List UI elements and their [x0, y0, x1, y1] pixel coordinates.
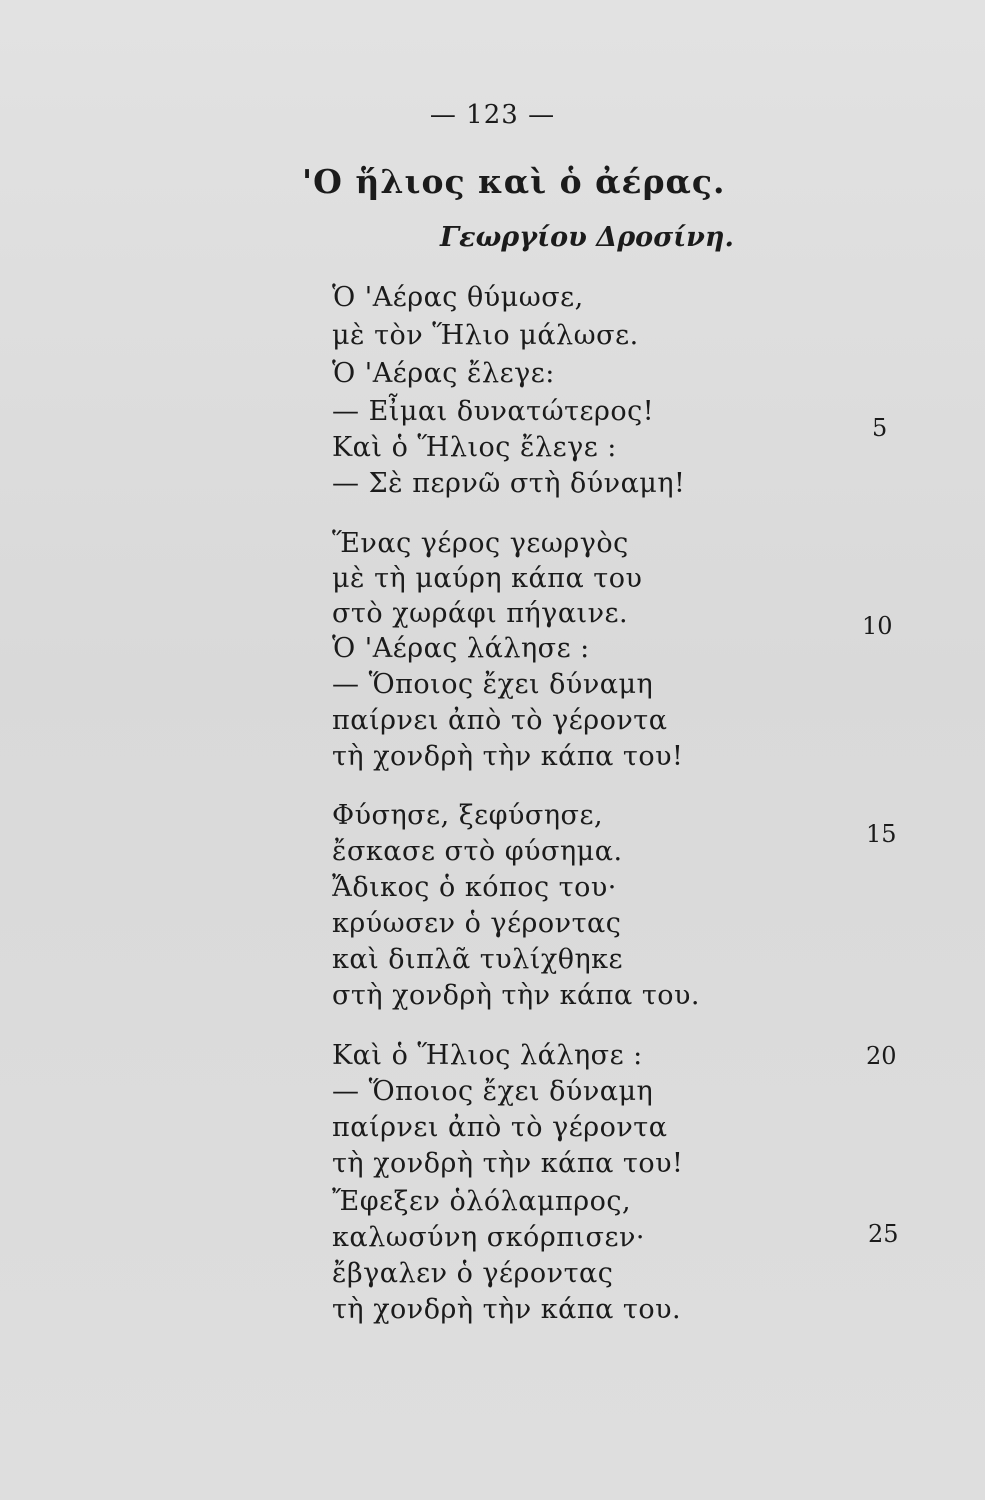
- line-number: 15: [866, 820, 897, 848]
- verse-line: — Ὅποιος ἔχει δύναμη: [332, 1076, 654, 1107]
- verse-line: Ὁ 'Αέρας λάλησε :: [332, 633, 590, 664]
- poem-author: Γεωργίου Δροσίνη.: [440, 222, 734, 253]
- verse-line: Καὶ ὁ Ἥλιος λάλησε :: [332, 1040, 643, 1071]
- line-number: 5: [872, 414, 888, 442]
- verse-line: — Εἶμαι δυνατώτερος!: [332, 396, 655, 427]
- line-number: 10: [862, 612, 893, 640]
- verse-line: στὸ χωράφι πήγαινε.: [332, 598, 629, 629]
- verse-line: παίρνει ἀπὸ τὸ γέροντα: [332, 1112, 668, 1143]
- verse-line: — Σὲ περνῶ στὴ δύναμη!: [332, 468, 686, 499]
- verse-line: — Ὅποιος ἔχει δύναμη: [332, 669, 654, 700]
- verse-line: καὶ διπλᾶ τυλίχθηκε: [332, 944, 623, 975]
- poem-title: 'Ο ἥλιος καὶ ὁ ἀέρας.: [302, 162, 726, 201]
- verse-line: μὲ τὴ μαύρη κάπα του: [332, 563, 643, 594]
- verse-line: Ἕνας γέρος γεωργὸς: [332, 528, 629, 559]
- verse-line: στὴ χονδρὴ τὴν κάπα του.: [332, 980, 701, 1011]
- verse-line: μὲ τὸν Ἥλιο μάλωσε.: [332, 320, 639, 351]
- verse-line: ἔσκασε στὸ φύσημα.: [332, 836, 623, 867]
- verse-line: Ὁ 'Αέρας ἔλεγε:: [332, 358, 555, 389]
- verse-line: τὴ χονδρὴ τὴν κάπα του!: [332, 741, 684, 772]
- line-number: 20: [866, 1042, 897, 1070]
- verse-line: Ἄδικος ὁ κόπος του·: [332, 872, 617, 903]
- verse-line: Φύσησε, ξεφύσησε,: [332, 800, 604, 831]
- verse-line: καλωσύνη σκόρπισεν·: [332, 1222, 645, 1253]
- verse-line: κρύωσεν ὁ γέροντας: [332, 908, 622, 939]
- line-number: 25: [868, 1220, 899, 1248]
- verse-line: ἔβγαλεν ὁ γέροντας: [332, 1258, 614, 1289]
- verse-line: παίρνει ἀπὸ τὸ γέροντα: [332, 705, 668, 736]
- verse-line: Ἔφεξεν ὁλόλαμπρος,: [332, 1186, 632, 1217]
- verse-line: Καὶ ὁ Ἥλιος ἔλεγε :: [332, 432, 617, 463]
- page-number: — 123 —: [429, 100, 556, 130]
- verse-line: Ὁ 'Αέρας θύμωσε,: [332, 282, 584, 313]
- verse-line: τὴ χονδρὴ τὴν κάπα του!: [332, 1148, 684, 1179]
- verse-line: τὴ χονδρὴ τὴν κάπα του.: [332, 1294, 682, 1325]
